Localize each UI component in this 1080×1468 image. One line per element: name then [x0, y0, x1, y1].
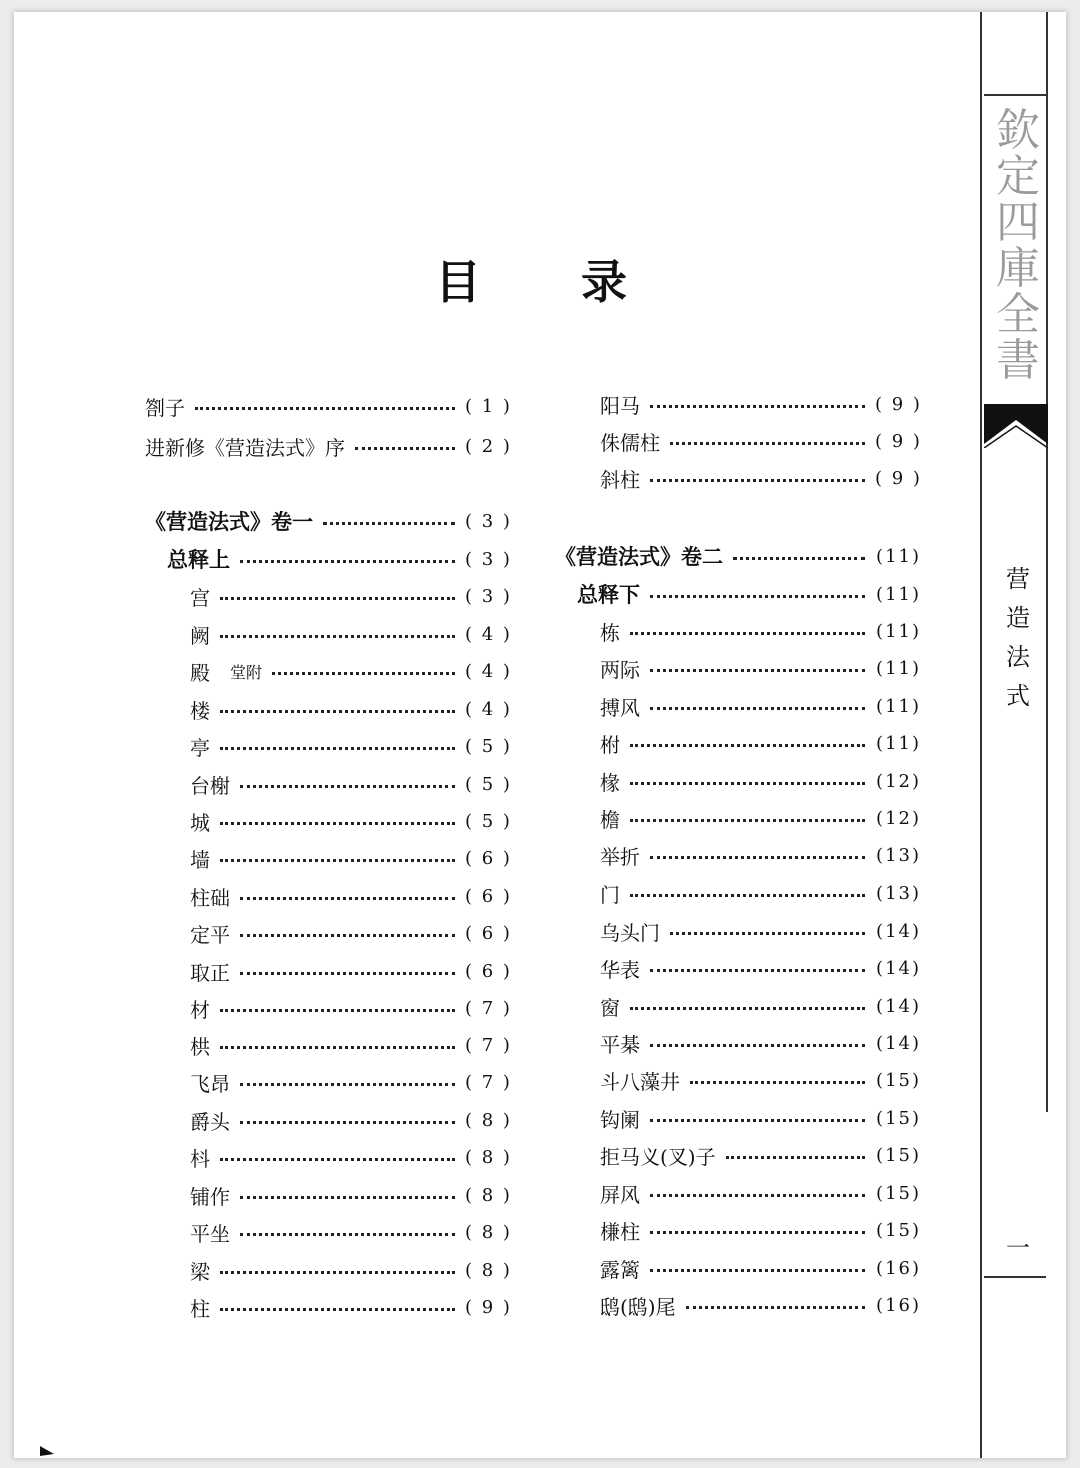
toc-entry-label: 《营造法式》卷一: [145, 509, 313, 534]
toc-entry-page-number: (16): [876, 1257, 921, 1279]
toc-entry-page-number: (15): [876, 1107, 921, 1129]
toc-entry-page-number: (11): [876, 583, 921, 605]
toc-entry-page-number: ( 5 ): [465, 773, 512, 795]
right-toc-entry[interactable]: [600, 613, 921, 649]
toc-entry-page-number: ( 8 ): [465, 1259, 512, 1281]
toc-entry-page-number: (16): [876, 1294, 921, 1316]
toc-entry-page-number: (11): [876, 695, 921, 717]
dot-leader: [240, 934, 455, 937]
toc-entry-label: 定平: [190, 922, 230, 947]
toc-entry-label: 台榭: [190, 773, 230, 798]
right-toc-entry[interactable]: [600, 460, 921, 496]
toc-entry-page-number: ( 3 ): [465, 548, 512, 570]
right-toc-entry[interactable]: [600, 763, 921, 799]
spine-outer-line: [980, 12, 982, 1458]
title-char-1: 目: [435, 255, 481, 309]
dot-leader: [650, 595, 865, 598]
toc-entry-label: 宫: [190, 585, 210, 610]
corner-arrow-icon: [40, 1446, 56, 1458]
toc-entry-page-number: ( 9 ): [875, 430, 922, 452]
dot-leader: [650, 1044, 865, 1047]
dot-leader: [650, 1269, 865, 1272]
left-toc-entry[interactable]: [190, 616, 511, 652]
dot-leader: [272, 672, 455, 675]
toc-entry-label: 铺作: [190, 1184, 230, 1209]
spine-book-title: 营 造 法 式: [1006, 565, 1030, 710]
toc-entry-page-number: (13): [876, 844, 921, 866]
right-toc-entry[interactable]: [600, 1025, 921, 1061]
spine-page-number: 一: [1006, 1234, 1030, 1262]
toc-entry-label: 栋: [600, 620, 620, 645]
dot-leader: [630, 894, 865, 897]
toc-entry-page-number: (15): [876, 1144, 921, 1166]
toc-entry-page-number: ( 5 ): [465, 735, 512, 757]
left-toc-entry[interactable]: [190, 1214, 511, 1250]
right-toc-entry[interactable]: [600, 1137, 921, 1173]
right-toc-entry[interactable]: [600, 913, 921, 949]
dot-leader: [650, 1231, 865, 1234]
dot-leader: [240, 560, 455, 563]
left-toc-entry[interactable]: [190, 878, 511, 914]
left-toc-entry[interactable]: [190, 578, 511, 614]
toc-entry-label: 鸱(鸱)尾: [600, 1294, 676, 1319]
toc-entry-label: 栱: [190, 1034, 210, 1059]
toc-entry-page-number: ( 9 ): [465, 1296, 512, 1318]
toc-entry-page-number: (12): [876, 770, 921, 792]
toc-entry-label: 平棊: [600, 1032, 640, 1057]
right-toc-entry[interactable]: [577, 576, 921, 612]
left-toc-entry[interactable]: [190, 1177, 511, 1213]
toc-entry-page-number: (11): [876, 620, 921, 642]
toc-entry-page-number: ( 8 ): [465, 1184, 512, 1206]
dot-leader: [650, 479, 865, 482]
toc-entry-page-number: ( 8 ): [465, 1109, 512, 1131]
right-toc-entry[interactable]: [600, 1287, 921, 1323]
toc-entry-page-number: ( 7 ): [465, 1071, 512, 1093]
left-toc-entry[interactable]: [190, 1252, 511, 1288]
title-char-2: 录: [581, 255, 627, 309]
dot-leader: [220, 1046, 455, 1049]
toc-entry-label: 拒马义(叉)子: [600, 1144, 716, 1169]
toc-entry-page-number: ( 1 ): [465, 395, 512, 417]
dot-leader: [240, 1121, 455, 1124]
toc-entry-label: 飞昂: [190, 1071, 230, 1096]
dot-leader: [630, 782, 865, 785]
toc-entry-label: 亭: [190, 735, 210, 760]
toc-entry-label: 阳马: [600, 393, 640, 418]
toc-entry-page-number: ( 4 ): [465, 698, 512, 720]
right-toc-entry[interactable]: [600, 688, 921, 724]
toc-entry-label: 搏风: [600, 695, 640, 720]
right-toc-entry[interactable]: [600, 875, 921, 911]
toc-entry-page-number: (11): [876, 732, 921, 754]
dot-leader: [220, 597, 455, 600]
toc-entry-label: 檐: [600, 807, 620, 832]
toc-entry-label: 乌头门: [600, 920, 660, 945]
right-toc-entry[interactable]: [600, 650, 921, 686]
right-toc-entry[interactable]: [600, 1062, 921, 1098]
dot-leader: [240, 972, 455, 975]
toc-entry-page-number: ( 7 ): [465, 997, 512, 1019]
dot-leader: [690, 1081, 865, 1084]
right-toc-entry[interactable]: [600, 725, 921, 761]
dot-leader: [630, 819, 865, 822]
left-toc-entry[interactable]: [190, 1064, 511, 1100]
toc-entry-page-number: (11): [876, 657, 921, 679]
toc-entry-page-number: ( 9 ): [875, 467, 922, 489]
toc-entry-label: 侏儒柱: [600, 430, 660, 455]
spine-divider-top: [984, 94, 1046, 96]
right-toc-entry[interactable]: [600, 1100, 921, 1136]
dot-leader: [726, 1156, 865, 1159]
toc-entry-page-number: (15): [876, 1182, 921, 1204]
left-toc-entry[interactable]: [190, 1102, 511, 1138]
toc-entry-page-number: (14): [876, 995, 921, 1017]
toc-entry-page-number: ( 8 ): [465, 1146, 512, 1168]
toc-entry-page-number: (14): [876, 1032, 921, 1054]
toc-entry-label: 柱础: [190, 885, 230, 910]
dot-leader: [323, 522, 455, 525]
left-toc-entry[interactable]: [190, 953, 511, 989]
dot-leader: [650, 707, 865, 710]
toc-entry-label: 屏风: [600, 1182, 640, 1207]
dot-leader: [240, 1196, 455, 1199]
toc-entry-label: 槏柱: [600, 1219, 640, 1244]
dot-leader: [670, 932, 865, 935]
toc-entry-label: 斜柱: [600, 467, 640, 492]
left-toc-entry[interactable]: [145, 503, 511, 539]
right-toc-entry[interactable]: [600, 950, 921, 986]
toc-entry-page-number: (15): [876, 1219, 921, 1241]
toc-entry-label: 殿: [190, 660, 210, 685]
toc-entry-page-number: (15): [876, 1069, 921, 1091]
toc-entry-label: 椽: [600, 770, 620, 795]
dot-leader: [220, 635, 455, 638]
dot-leader: [220, 1271, 455, 1274]
toc-entry-page-number: ( 5 ): [465, 810, 512, 832]
toc-entry-page-number: (11): [876, 545, 921, 567]
dot-leader: [220, 710, 455, 713]
toc-entry-label: 取正: [190, 960, 230, 985]
left-toc-entry[interactable]: [190, 803, 511, 839]
toc-entry-label: 门: [600, 882, 620, 907]
dot-leader: [630, 744, 865, 747]
right-toc-entry[interactable]: [600, 386, 921, 422]
toc-entry-label: 阙: [190, 623, 210, 648]
toc-entry-label: 枓: [190, 1146, 210, 1171]
toc-entry-page-number: ( 6 ): [465, 960, 512, 982]
left-toc-entry[interactable]: [190, 990, 511, 1026]
right-toc-entry[interactable]: [600, 800, 921, 836]
dot-leader: [650, 405, 865, 408]
toc-entry-page-number: ( 8 ): [465, 1221, 512, 1243]
toc-entry-label: 《营造法式》卷二: [555, 544, 723, 569]
toc-entry-label: 劄子: [145, 395, 185, 420]
toc-entry-label: 爵头: [190, 1109, 230, 1134]
dot-leader: [355, 447, 455, 450]
right-toc-entry[interactable]: [600, 837, 921, 873]
toc-entry-page-number: (13): [876, 882, 921, 904]
left-toc-entry[interactable]: [190, 1139, 511, 1175]
fish-tail-mark-icon: [984, 404, 1048, 448]
toc-entry-label: 平坐: [190, 1221, 230, 1246]
left-toc-entry[interactable]: [190, 840, 511, 876]
toc-entry-page-number: ( 6 ): [465, 922, 512, 944]
dot-leader: [240, 1233, 455, 1236]
dot-leader: [733, 557, 865, 560]
left-toc-entry[interactable]: [190, 766, 511, 802]
left-toc-entry[interactable]: [190, 653, 511, 689]
toc-entry-page-number: ( 4 ): [465, 623, 512, 645]
spine-inner-line: [1046, 12, 1048, 1112]
left-toc-entry[interactable]: [145, 388, 511, 424]
toc-entry-label: 楼: [190, 698, 210, 723]
toc-entry-label: 材: [190, 997, 210, 1022]
toc-entry-page-number: ( 3 ): [465, 585, 512, 607]
dot-leader: [630, 1007, 865, 1010]
dot-leader: [686, 1306, 865, 1309]
right-toc-entry[interactable]: [600, 1250, 921, 1286]
left-toc-entry[interactable]: [167, 541, 511, 577]
toc-entry-page-number: ( 6 ): [465, 885, 512, 907]
toc-entry-page-number: ( 6 ): [465, 847, 512, 869]
dot-leader: [650, 969, 865, 972]
left-toc-entry[interactable]: [190, 1027, 511, 1063]
right-toc-entry[interactable]: [555, 538, 921, 574]
toc-entry-page-number: ( 4 ): [465, 660, 512, 682]
toc-entry-label: 柎: [600, 732, 620, 757]
toc-entry-page-number: ( 9 ): [875, 393, 922, 415]
page-title: [0, 246, 1062, 312]
dot-leader: [240, 897, 455, 900]
dot-leader: [220, 859, 455, 862]
toc-entry-page-number: ( 7 ): [465, 1034, 512, 1056]
dot-leader: [220, 822, 455, 825]
toc-entry-label: 总释下: [577, 582, 640, 607]
dot-leader: [240, 1083, 455, 1086]
toc-entry-label: 城: [190, 810, 210, 835]
dot-leader: [650, 1194, 865, 1197]
toc-entry-note: 堂附: [230, 662, 263, 682]
dot-leader: [220, 1009, 455, 1012]
left-toc-entry[interactable]: [190, 915, 511, 951]
left-toc-entry[interactable]: [145, 428, 511, 464]
dot-leader: [220, 1308, 455, 1311]
toc-entry-label: 举折: [600, 844, 640, 869]
toc-entry-label: 进新修《营造法式》序: [145, 435, 345, 460]
toc-entry-label: 窗: [600, 995, 620, 1020]
spine-divider-bottom: [984, 1276, 1046, 1278]
toc-entry-page-number: (12): [876, 807, 921, 829]
dot-leader: [630, 632, 865, 635]
dot-leader: [220, 747, 455, 750]
toc-entry-page-number: (14): [876, 957, 921, 979]
spine-series-title: 欽 定 四 庫 全 書: [996, 105, 1040, 386]
toc-entry-label: 总释上: [167, 547, 230, 572]
toc-entry-label: 两际: [600, 657, 640, 682]
left-toc-entry[interactable]: [190, 1289, 511, 1325]
toc-entry-label: 梁: [190, 1259, 210, 1284]
dot-leader: [670, 442, 865, 445]
right-toc-entry[interactable]: [600, 1212, 921, 1248]
dot-leader: [650, 856, 865, 859]
left-toc-entry[interactable]: [190, 691, 511, 727]
right-toc-entry[interactable]: [600, 988, 921, 1024]
toc-entry-label: 钩阑: [600, 1107, 640, 1132]
toc-entry-page-number: ( 3 ): [465, 510, 512, 532]
left-toc-entry[interactable]: [190, 728, 511, 764]
toc-entry-page-number: ( 2 ): [465, 435, 512, 457]
toc-entry-label: 华表: [600, 957, 640, 982]
dot-leader: [220, 1158, 455, 1161]
toc-entry-label: 斗八藻井: [600, 1069, 680, 1094]
toc-entry-label: 露篱: [600, 1257, 640, 1282]
right-toc-entry[interactable]: [600, 423, 921, 459]
dot-leader: [195, 407, 455, 410]
dot-leader: [240, 785, 455, 788]
toc-entry-label: 柱: [190, 1296, 210, 1321]
dot-leader: [650, 1119, 865, 1122]
toc-entry-label: 墙: [190, 847, 210, 872]
dot-leader: [650, 669, 865, 672]
right-toc-entry[interactable]: [600, 1175, 921, 1211]
toc-entry-page-number: (14): [876, 920, 921, 942]
